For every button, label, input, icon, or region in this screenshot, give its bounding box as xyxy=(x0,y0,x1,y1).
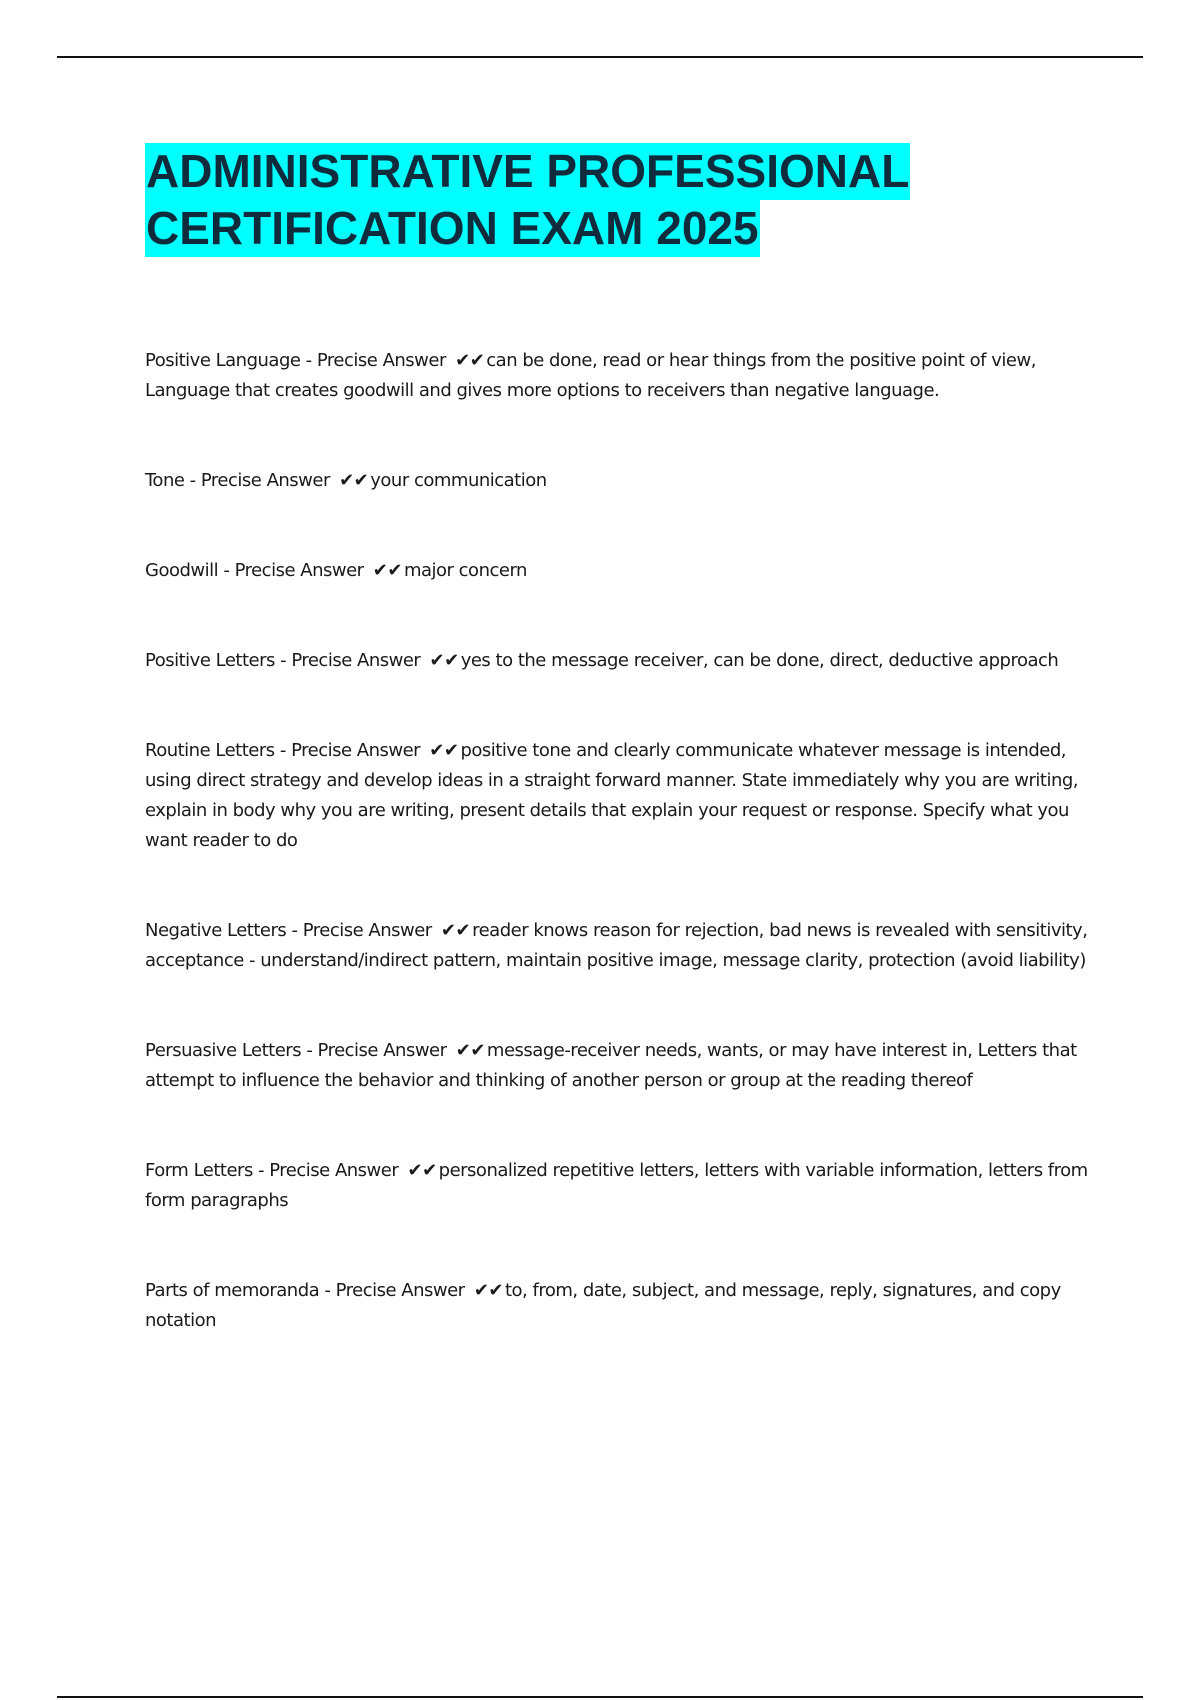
entry-separator: - Precise Answer xyxy=(274,740,426,761)
entry-term: Positive Language xyxy=(145,350,301,371)
qa-entry-negative-letters xyxy=(145,916,1090,976)
entry-answer: yes to the message receiver, can be done, direct, deductive approach xyxy=(460,650,1059,671)
entry-answer: reader knows reason for rejection, bad news is revealed with sensitivity, acceptance - understand/indirect pattern, maintain positive image, message clarity, protection (avoid liability) xyxy=(145,920,1088,971)
double-check-icon: ✔✔ xyxy=(372,560,402,581)
entry-term: Parts of memoranda xyxy=(145,1280,320,1301)
entry-answer: can be done, read or hear things from the positive point of view, Language that creates goodwill and gives more options to receivers than negative language. xyxy=(145,350,1036,401)
entry-term: Negative Letters xyxy=(145,920,287,941)
entry-term: Tone xyxy=(145,470,185,491)
qa-entry-persuasive-letters xyxy=(145,1036,1090,1096)
entry-answer: personalized repetitive letters, letters with variable information, letters from form paragraphs xyxy=(145,1160,1088,1211)
double-check-icon: ✔✔ xyxy=(429,740,459,761)
title-line-2: CERTIFICATION EXAM 2025 xyxy=(145,200,760,257)
document-title xyxy=(145,143,1145,257)
entry-separator: - Precise Answer xyxy=(218,560,369,581)
title-line-1: ADMINISTRATIVE PROFESSIONAL xyxy=(145,143,910,200)
entry-term: Routine Letters xyxy=(145,740,275,761)
entry-answer: major concern xyxy=(403,560,527,581)
double-check-icon: ✔✔ xyxy=(440,920,471,941)
qa-entry-routine-letters xyxy=(145,736,1090,856)
bottom-rule xyxy=(57,1696,1143,1698)
entry-separator: - Precise Answer xyxy=(274,650,426,671)
double-check-icon: ✔✔ xyxy=(473,1280,503,1301)
top-rule xyxy=(57,56,1143,58)
qa-list xyxy=(145,346,1090,1336)
entry-answer: to, from, date, subject, and message, reply, signatures, and copy notation xyxy=(145,1280,1061,1331)
qa-entry-parts-of-memoranda xyxy=(145,1276,1090,1336)
entry-term: Goodwill xyxy=(145,560,219,581)
entry-separator: - Precise Answer xyxy=(319,1280,470,1301)
entry-answer: your communication xyxy=(370,470,547,491)
entry-separator: - Precise Answer xyxy=(300,350,452,371)
entry-term: Persuasive Letters xyxy=(145,1040,302,1061)
double-check-icon: ✔✔ xyxy=(339,470,369,491)
entry-term: Form Letters xyxy=(145,1160,253,1181)
double-check-icon: ✔✔ xyxy=(429,650,459,671)
qa-entry-form-letters xyxy=(145,1156,1090,1216)
entry-separator: - Precise Answer xyxy=(301,1040,452,1061)
double-check-icon: ✔✔ xyxy=(455,350,485,371)
entry-separator: - Precise Answer xyxy=(286,920,437,941)
qa-entry-positive-language xyxy=(145,346,1090,406)
qa-entry-goodwill xyxy=(145,556,1090,586)
entry-answer: positive tone and clearly communicate whatever message is intended, using direct strategy and develop ideas in a straight forward manner. State immediately why you are writing, explain in body why you are writing, present details that explain your request or response. Specify what you want reader to do xyxy=(145,740,1079,851)
double-check-icon: ✔✔ xyxy=(455,1040,485,1061)
qa-entry-positive-letters xyxy=(145,646,1090,676)
entry-term: Positive Letters xyxy=(145,650,275,671)
entry-separator: - Precise Answer xyxy=(252,1160,404,1181)
qa-entry-tone xyxy=(145,466,1090,496)
double-check-icon: ✔✔ xyxy=(407,1160,437,1181)
entry-answer: message-receiver needs, wants, or may have interest in, Letters that attempt to influence the behavior and thinking of another person or group at the reading thereof xyxy=(145,1040,1077,1091)
entry-separator: - Precise Answer xyxy=(184,470,336,491)
